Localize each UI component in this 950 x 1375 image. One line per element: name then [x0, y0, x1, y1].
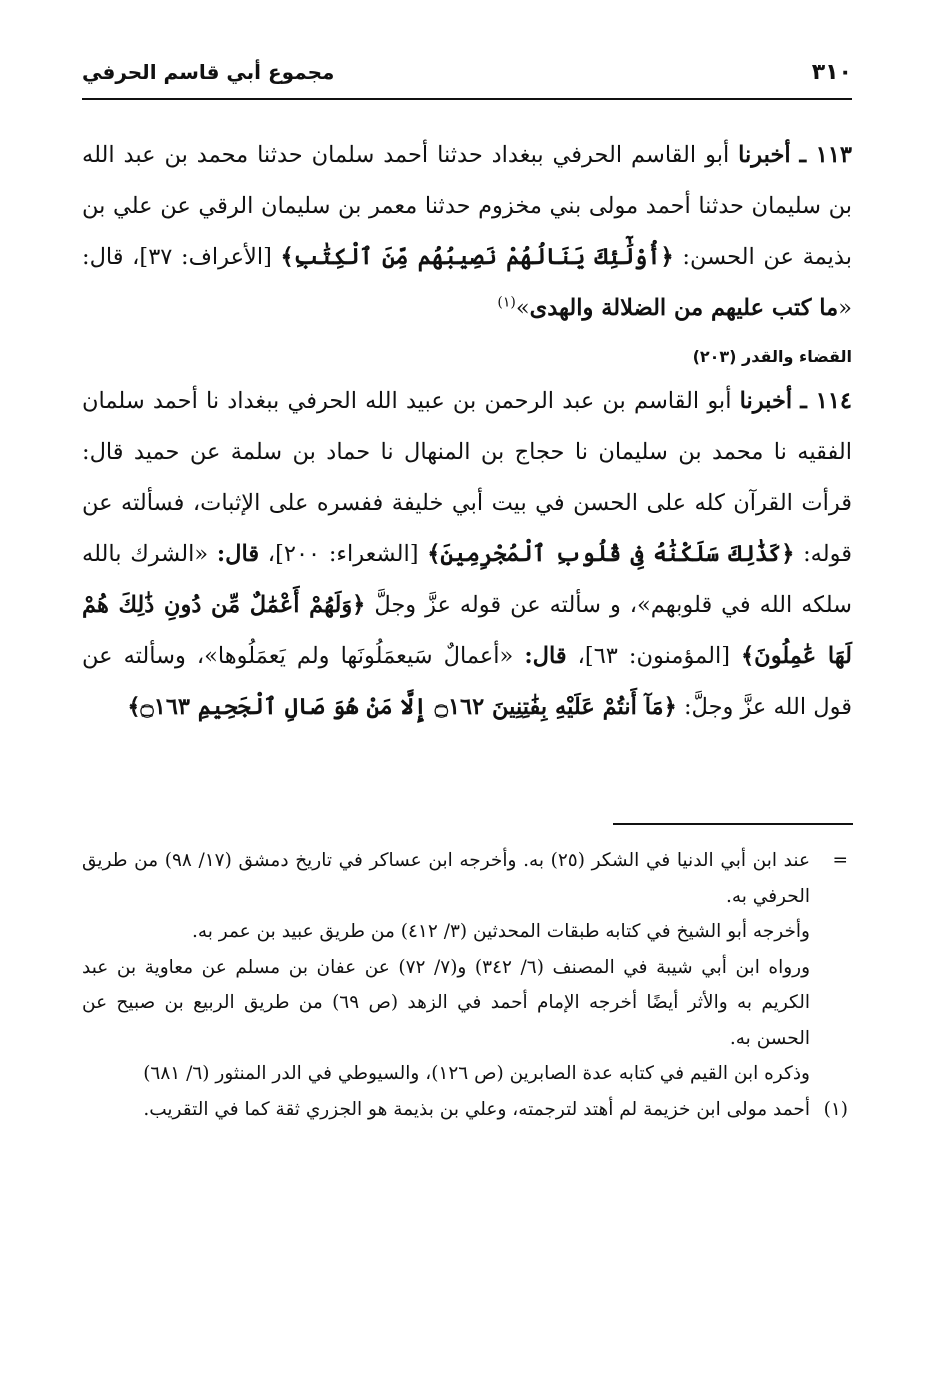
footnote-line: أحمد مولى ابن خزيمة لم أهتد لترجمته، وعلي بن بذيمة هو الجزري ثقة كما في التقريب. [143, 1098, 810, 1120]
quran-verse: ﴿أُوْلَٰٓئِكَ يَنَالُهُمْ نَصِيبُهُم مِّنَ ٱلْكِتَٰبِ﴾ [280, 244, 674, 270]
narration-number: ١١٤ ـ [800, 388, 852, 414]
quran-verse: ﴿وَلَهُمْ أَعْمَٰلٌ مِّن دُونِ ذَٰلِكَ هُمْ لَهَا عَٰمِلُونَ﴾ [82, 592, 852, 669]
qal-label: قال: [216, 541, 260, 567]
footnote-line: عند ابن أبي الدنيا في الشكر (٢٥) به. وأخرجه ابن عساكر في تاريخ دمشق (١٧/ ٩٨) من طريق الحرفي به. [82, 850, 811, 907]
qal-label: قال: [524, 643, 567, 669]
footnote-ref: (١) [497, 294, 516, 311]
section-heading: القضاء والقدر (٢٠٣) [692, 347, 852, 366]
narration-lead: أخبرنا [738, 142, 791, 168]
footnote-continued [82, 843, 852, 914]
narration-text: أبو القاسم بن عبد الرحمن بن عبيد الله الحرفي ببغداد نا أحمد سلمان الفقيه نا محمد بن سليمان نا حجاج بن المنهال نا حماد بن سلمة عن حميد قال: قرأت القرآن كله على الحسن في بيت أبي خليفة ففسره على الإثبات، فسألته عن قوله: [82, 388, 852, 567]
footnote-divider [613, 823, 853, 825]
running-title: مجموع أبي قاسم الحرفي [82, 60, 335, 84]
narration-text: [الشعراء: ٢٠٠]، [259, 541, 428, 567]
page-number: ٣١٠ [811, 60, 852, 85]
footnote-number: (١) [823, 1098, 848, 1120]
footnote-continued [82, 914, 852, 950]
footnotes [82, 843, 852, 1127]
narration-114 [82, 376, 852, 733]
footnote-1 [82, 1092, 852, 1128]
quran-verse: ﴿مَآ أَنتُمْ عَلَيْهِ بِفَٰتِنِينَ ۝١٦٢ إِلَّا مَنْ هُوَ صَالِ ٱلْجَحِيمِ ۝١٦٣﴾ [127, 694, 677, 720]
footnote-continued [82, 950, 852, 1057]
narration-number: ١١٣ ـ [799, 142, 852, 168]
narration-lead: أخبرنا [739, 388, 793, 414]
footnote-continued [82, 1056, 852, 1092]
continuation-mark: = [832, 850, 848, 871]
footnote-line: ورواه ابن أبي شيبة في المصنف (٦/ ٣٤٢) و(٧/ ٧٢) عن عفان بن مسلم عن معاوية بن عبد الكريم به والأثر أيضًا أخرجه الإمام أحمد في الزهد (ص ٦٩) من طريق الربيع بن صبيح عن الحسن به. [82, 956, 811, 1049]
narration-text: «الشرك بالله سلكه الله في قلوبهم»، و سألته عن قوله عزَّ وجلَّ [82, 541, 852, 618]
narration-text: » [515, 295, 530, 321]
narration-113 [82, 130, 852, 334]
main-text [82, 130, 852, 733]
quran-verse: ﴿كَذَٰلِكَ سَلَكْنَٰهُ فِى قُلُوبِ ٱلْمُجْرِمِينَ﴾ [427, 541, 795, 567]
narration-text: [المؤمنون: ٦٣]، [566, 643, 741, 669]
footnote-line: وذكره ابن القيم في كتابه عدة الصابرين (ص ١٢٦)، والسيوطي في الدر المنثور (٦/ ٦٨١) [143, 1063, 810, 1084]
bold-quote: ما كتب عليهم من الضلالة والهدى [529, 295, 839, 321]
footnote-line: وأخرجه أبو الشيخ في كتابه طبقات المحدثين (٣/ ٤١٢) من طريق عبيد بن عمر به. [191, 921, 810, 942]
page-header [82, 58, 852, 100]
narration-text: أبو القاسم الحرفي ببغداد حدثنا أحمد سلمان حدثنا محمد بن عبد الله بن سليمان حدثنا أحمد مولى بني مخزوم حدثنا معمر بن سليمان الرقي عن علي بن بذيمة عن الحسن: [82, 142, 852, 270]
narration-text: [الأعراف: ٣٧]، قال: « [82, 244, 852, 321]
narration-text: «أعمالٌ سَيعمَلُونَها ولم يَعمَلُوها»، وسألته عن قول الله عزَّ وجلَّ: [82, 643, 852, 720]
